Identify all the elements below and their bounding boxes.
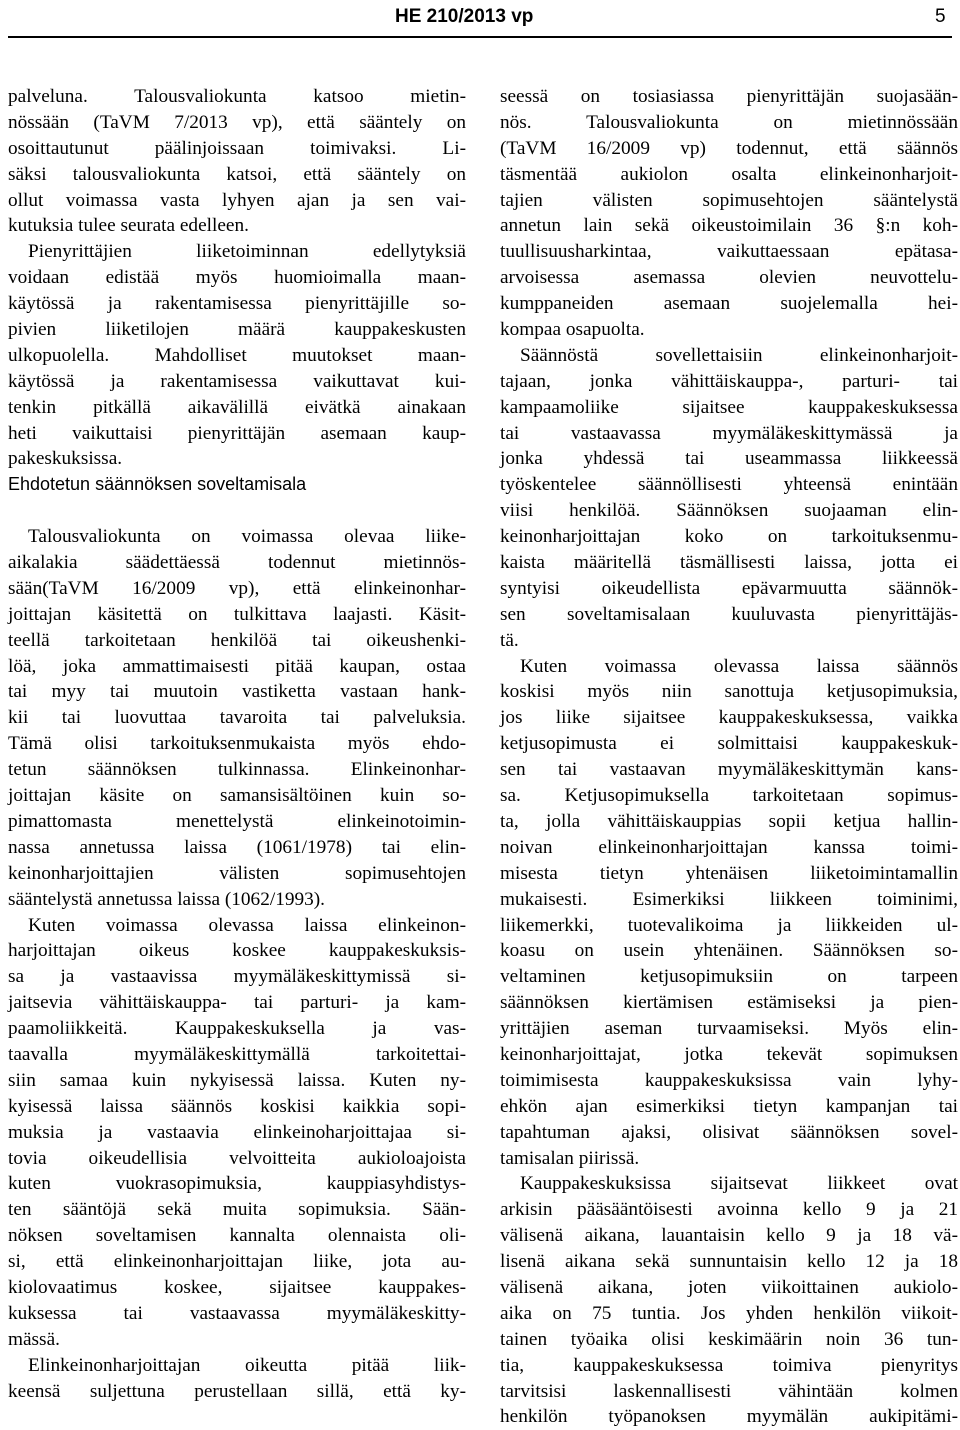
header-rule	[8, 36, 952, 38]
text-line: ollut voimassa vasta lyhyen ajan ja sen vai-	[8, 189, 466, 211]
text-line: tainen työaika olisi keskimäärin noin 36 tun-	[500, 1328, 958, 1350]
text-line: tajaan, jonka vähittäiskauppa-, parturi- tai	[500, 370, 958, 392]
text-line: kumppaneiden asemaan suojelemalla hei-	[500, 293, 958, 315]
text-line: Kauppakeskuksissa sijaitsevat liikkeet ovat	[520, 1173, 958, 1195]
text-line: tä.	[500, 629, 519, 651]
text-line: palveluna. Talousvaliokunta katsoo mietin-	[8, 86, 466, 107]
text-line: ketjusopimusta ei solmittaisi kauppakeskuk-	[500, 733, 958, 755]
text-line: teellä tarkoitetaan henkilöä tai oikeushenki-	[8, 629, 466, 651]
text-line: löä, joka ammattimaisesti pitää kaupan, ostaa	[8, 655, 466, 677]
text-line: tamisalan piirissä.	[500, 1147, 640, 1169]
text-line: säännöksen kiertämisen estämiseksi ja pien-	[500, 992, 958, 1014]
text-line: keinonharjoittajien välisten sopimusehtojen	[8, 862, 466, 884]
text-line: ulkopuolella. Mahdolliset muutokset maan-	[8, 344, 466, 366]
text-line: täsmentää aukiolon osalta elinkeinonharjoit-	[500, 163, 958, 185]
text-line: tia, kauppakeskuksessa toimiva pienyritys	[500, 1354, 958, 1376]
text-line: tajien välisten sopimusehtojen sääntelystä	[500, 189, 958, 211]
text-line: noivan elinkeinonharjoittajan kanssa toimi-	[500, 836, 958, 858]
text-line: kaista määritellä täsmällisesti laissa, jotta ei	[500, 552, 958, 574]
text-line: tai myy tai muutoin vastiketta vastaan hank-	[8, 681, 466, 703]
section-heading: Ehdotetun säännöksen soveltamisala	[8, 474, 307, 495]
text-line: liikemerkki, tuotevalikoima ja liikkeiden ul-	[500, 914, 958, 936]
text-line: kuten vuokrasopimuksia, kauppiasyhdistys-	[8, 1173, 466, 1195]
text-line: ehkön ajan esimerkiksi tietyn kampanjan tai	[500, 1095, 958, 1117]
left-column	[8, 84, 466, 1404]
right-column	[500, 84, 958, 1430]
text-line: jaitsevia vähittäiskauppa- tai parturi- ja kam-	[8, 992, 466, 1014]
text-line: misesta tietyn yhtenäisen liiketoimintamallin	[500, 862, 958, 884]
text-line: harjoittajan oikeus koskee kauppakeskuksis-	[8, 940, 466, 962]
text-line: Säännöstä sovellettaisiin elinkeinonharjoit-	[520, 344, 958, 366]
text-line: välisenä aikana, lauantaisin kello 9 ja 18 vä-	[500, 1225, 958, 1247]
text-line: joittajan käsite on samansisältöinen kuin so-	[8, 785, 466, 807]
text-line: Elinkeinonharjoittajan oikeutta pitää liik-	[28, 1354, 466, 1376]
text-line: aika on 75 tuntia. Jos yhden henkilön viikoit-	[500, 1302, 958, 1324]
text-line: sen tai vastaavan myymäläkeskittymän kans-	[500, 759, 958, 781]
text-line: mukaisesti. Esimerkiksi liikkeen toiminimi,	[500, 888, 958, 910]
text-line: mässä.	[8, 1328, 60, 1350]
text-line: kampaamoliike sijaitsee kauppakeskuksessa	[500, 396, 958, 418]
text-line: sa. Ketjusopimuksella tarkoitetaan sopimus-	[500, 785, 958, 807]
text-line: nös. Talousvaliokunta on mietinnössään	[500, 111, 958, 133]
text-line: keensä suljettuna perustellaan sillä, että ky-	[8, 1380, 466, 1402]
page-number: 5	[935, 6, 946, 27]
text-line: sääntelystä annetussa laissa (1062/1993).	[8, 888, 325, 910]
text-line: tapahtuman ajaksi, olisivat säännöksen sovel-	[500, 1121, 958, 1143]
text-line: sa ja vastaavissa myymäläkeskittymissä si-	[8, 966, 466, 988]
text-line: kii tai luovuttaa tavaroita tai palveluksia.	[8, 707, 466, 729]
text-line: syntyisi oikeudellista epävarmuutta säännök-	[500, 577, 958, 599]
text-line: taavalla myymäläkeskittymällä tarkoitettai-	[8, 1043, 466, 1065]
text-line: tovia oikeudellisia velvoitteita aukioloajoista	[8, 1147, 466, 1169]
text-line: aikalakia säädettäessä todennut mietinnös-	[8, 552, 466, 574]
text-line: si, että elinkeinonharjoittajan liike, jota au-	[8, 1251, 466, 1273]
document-id: HE 210/2013 vp	[395, 6, 534, 27]
text-line: Kuten voimassa olevassa laissa elinkeinon-	[28, 914, 466, 936]
text-line: lisenä aikana sekä sunnuntaisin kello 12 ja 18	[500, 1251, 958, 1273]
text-line: Talousvaliokunta on voimassa olevaa liike-	[28, 526, 466, 548]
text-line: pakeskuksissa.	[8, 448, 123, 470]
text-line: heti vaikuttaisi pienyrittäjän asemaan kaup-	[8, 422, 466, 444]
text-line: tai vastaavassa myymäläkeskittymässä ja	[500, 422, 958, 444]
text-line: tarvitsisi laskennallisesti vähintään kolmen	[500, 1380, 958, 1402]
text-line: kuksessa tai vastaavassa myymäläkeskitty-	[8, 1302, 466, 1324]
text-line: Kuten voimassa olevassa laissa säännös	[520, 655, 958, 677]
text-line: joittajan käsitettä on tulkittava laajasti. Käsit-	[8, 603, 466, 625]
text-line: viisi henkilöä. Säännöksen suojaaman elin-	[500, 500, 958, 522]
paragraph-gap	[8, 498, 466, 524]
text-line: kyisessä laissa säännös koskisi kaikkia sopi-	[8, 1095, 466, 1117]
page-header	[0, 6, 960, 30]
text-line: henkilön työpanoksen myymälän aukipitämi-	[500, 1406, 958, 1428]
text-line: käytössä ja rakentamisessa vaikuttavat kui-	[8, 370, 466, 392]
text-line: sen soveltamisalaan kuuluvasta pienyrittäjäs-	[500, 603, 958, 625]
text-line: jos liike sijaitsee kauppakeskuksessa, vaikka	[500, 707, 958, 729]
text-line: toimimisesta kauppakeskuksissa vain lyhy-	[500, 1069, 958, 1091]
text-line: tetun säännöksen tulkinnassa. Elinkeinonhar-	[8, 759, 466, 781]
text-line: jonka yhdessä tai useammassa liikkeessä	[500, 448, 958, 470]
text-line: seessä on tosiasiassa pienyrittäjän suojasään-	[500, 86, 958, 107]
text-line: koasu on usein yhtenäinen. Säännöksen so-	[500, 940, 958, 962]
text-line: nöksen soveltamisen kannalta olennaista oli-	[8, 1225, 466, 1247]
text-line: kompaa osapuolta.	[500, 319, 645, 341]
text-line: Pienyrittäjien liiketoiminnan edellytyksiä	[28, 241, 466, 263]
text-line: tuullisuusharkintaa, vaikuttaessaan epätasa-	[500, 241, 958, 263]
text-line: osoittautunut päälinjoissaan toimivaksi. Li-	[8, 137, 466, 159]
text-line: käytössä ja rakentamisessa pienyrittäjille so-	[8, 293, 466, 315]
text-line: keinonharjoittajan koko on tarkoituksenmu-	[500, 526, 958, 548]
text-line: paamoliikkeitä. Kauppakeskuksella ja vas-	[8, 1018, 466, 1040]
text-line: ten sääntöjä sekä muita sopimuksia. Sään-	[8, 1199, 466, 1221]
text-line: yrittäjien aseman turvaamiseksi. Myös elin-	[500, 1018, 958, 1040]
text-line: sään(TaVM 16/2009 vp), että elinkeinonhar-	[8, 577, 466, 599]
text-line: voidaan edistää myös huomioimalla maan-	[8, 267, 466, 289]
text-line: työskentelee säännöllisesti yhteensä enintään	[500, 474, 958, 496]
text-line: pimattomasta menettelystä elinkeinotoimin-	[8, 810, 466, 832]
text-line: välisenä aikana, joten viikoittainen aukiolo-	[500, 1276, 958, 1298]
text-line: nössään (TaVM 7/2013 vp), että sääntely on	[8, 111, 466, 133]
text-line: muksia ja vastaavia elinkeinoharjoittajaa si-	[8, 1121, 466, 1143]
text-line: tenkin pitkällä aikavälillä eivätkä ainakaan	[8, 396, 466, 418]
text-line: nassa annetussa laissa (1061/1978) tai elin-	[8, 836, 466, 858]
text-line: arkisin pääsääntöisesti avoinna kello 9 ja 21	[500, 1199, 958, 1221]
text-line: Tämä olisi tarkoituksenmukaista myös ehdo-	[8, 733, 466, 755]
text-line: (TaVM 16/2009 vp) todennut, että säännös	[500, 137, 958, 159]
text-line: keinonharjoittajat, jotka tekevät sopimuksen	[500, 1043, 958, 1065]
text-line: annetun lain sekä oikeustoimilain 36 §:n koh-	[500, 215, 958, 237]
text-line: kutuksia tulee seurata edelleen.	[8, 215, 249, 237]
text-line: pivien liiketilojen määrä kauppakeskusten	[8, 319, 466, 341]
text-line: siin samaa kuin nykyisessä laissa. Kuten ny-	[8, 1069, 466, 1091]
text-line: koskisi myös niin sanottuja ketjusopimuksia,	[500, 681, 958, 703]
text-line: veltaminen ketjusopimuksiin on tarpeen	[500, 966, 958, 988]
text-line: säksi talousvaliokunta katsoi, että sääntely on	[8, 163, 466, 185]
text-line: ta, jolla vähittäiskauppias sopii ketjua hallin-	[500, 810, 958, 832]
text-line: arvoisessa asemassa olevien neuvottelu-	[500, 267, 958, 289]
text-line: kiolovaatimus koskee, sijaitsee kauppakes-	[8, 1276, 466, 1298]
